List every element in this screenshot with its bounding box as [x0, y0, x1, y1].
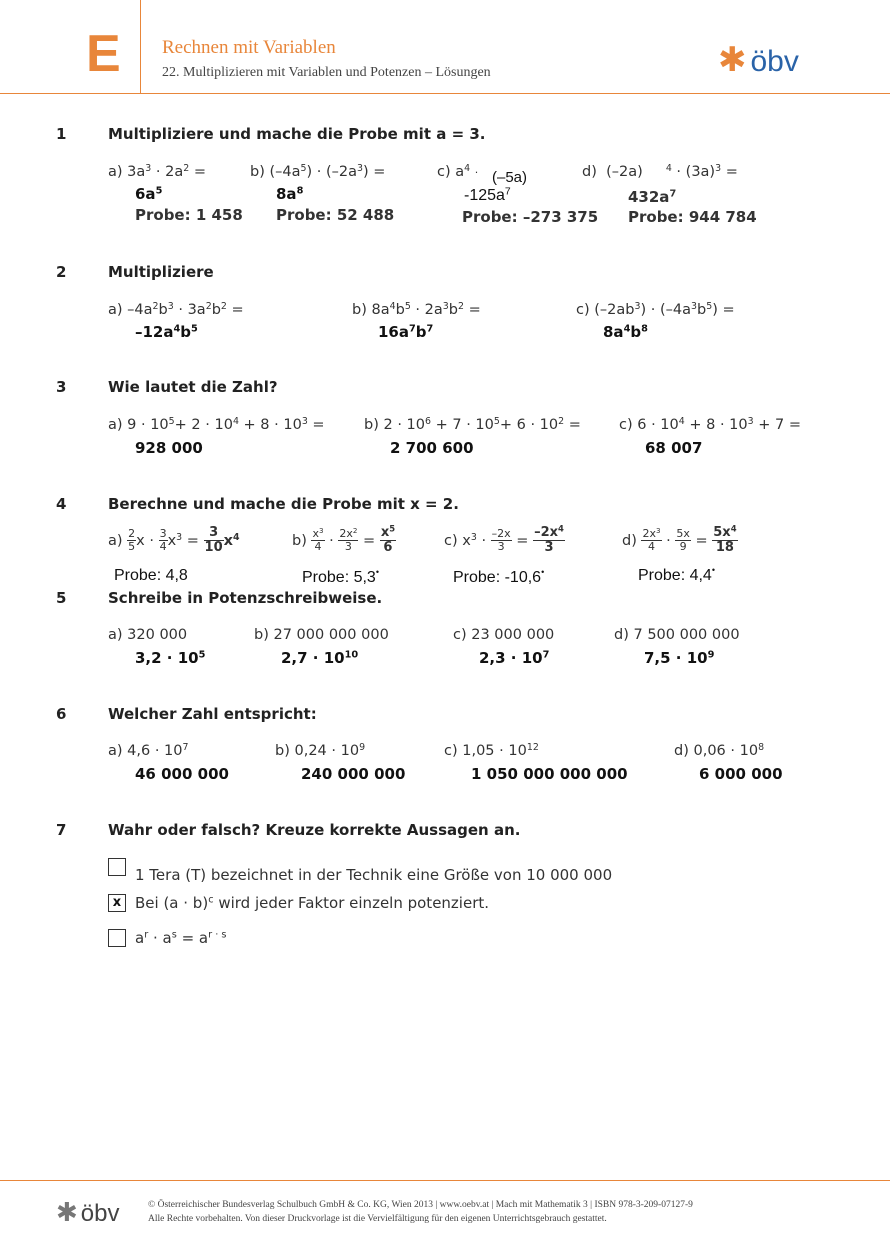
statement-1-text: 1 Tera (T) bezeichnet in der Technik eine Größe von 10 000 000	[135, 866, 613, 884]
q4-b-task: b) $\frac{x^3}{4}$ · $\frac{2x^2}{3}$ = $\frac{x^5}{6}$	[292, 523, 396, 556]
q2-c-answer: $8a^4b^8$	[603, 323, 648, 341]
header-divider-vertical	[140, 0, 141, 93]
question-4-number: 4	[56, 495, 67, 513]
q6-b-answer: 240 000 000	[301, 765, 406, 783]
statement-2-text: Bei $(a \cdot b)^c$ wird jeder Faktor einzeln potenziert.	[135, 894, 490, 912]
q5-d-task: d) 7 500 000 000	[614, 627, 740, 643]
q2-a-task: a) $-4a^2b^3 \cdot 3a^2b^2$ =	[108, 300, 244, 318]
q6-c-task: c) $1,05 \cdot 10^{12}$	[444, 741, 539, 759]
q5-a-task: a) 320 000	[108, 627, 188, 643]
question-1-number: 1	[56, 125, 67, 143]
q1-a-task: a) $3a^3 \cdot 2a^2$ =	[108, 162, 206, 180]
q5-a-answer: $3,2 \cdot 10^5$	[135, 649, 206, 667]
footer-logo	[56, 1197, 120, 1228]
question-2-title: Multipliziere	[108, 263, 214, 281]
q4-c-probe: Probe: -10,6•	[453, 567, 545, 586]
q5-c-answer: $2,3 \cdot 10^7$	[479, 649, 550, 667]
question-2-number: 2	[56, 263, 67, 281]
q3-a-answer: 928 000	[135, 439, 203, 457]
q1-d-task: d) (–2a) $^4 \cdot (3a)^3$ =	[582, 162, 738, 180]
q6-d-answer: 6 000 000	[699, 765, 783, 783]
asterisk-star-icon: ✱	[56, 1197, 78, 1227]
q3-c-answer: 68 007	[645, 439, 703, 457]
q6-a-task: a) $4,6 \cdot 10^7$	[108, 741, 189, 759]
q5-c-task: c) 23 000 000	[453, 627, 555, 643]
q1-c-task: c) $a^4$ ·	[437, 162, 479, 180]
q6-d-task: d) $0,06 \cdot 10^8$	[674, 741, 765, 759]
question-7-title: Wahr oder falsch? Kreuze korrekte Aussagen an.	[108, 821, 521, 839]
statement-2-checkbox[interactable]: x	[108, 894, 126, 912]
q5-b-answer: $2,7 \cdot 10^{10}$	[281, 649, 359, 667]
footer-logo-text: öbv	[80, 1200, 120, 1227]
statement-3-text: $a^r \cdot a^s = a^{r \cdot s}$	[135, 929, 227, 947]
chapter-letter: E	[86, 25, 121, 83]
q3-a-task: a) $9 \cdot 10^5+ 2 \cdot 10^4 + 8 \cdot 10^3$ =	[108, 415, 325, 433]
q4-d-task: d) $\frac{2x^3}{4}$ · $\frac{5x}{9}$ = $\frac{5x^4}{18}$	[622, 523, 737, 556]
logo-text: öbv	[750, 45, 799, 78]
footer-line-2: Alle Rechte vorbehalten. Von dieser Druckvorlage ist die Vervielfältigung für den eigenen Unterrichtsgebrauch gestattet.	[148, 1213, 607, 1224]
q1-c-task-factor: (–5a)	[492, 169, 528, 186]
q4-c-task: c) $x^3$ · $\frac{-2x}{3}$ = $\frac{-2x^4}{3}$	[444, 523, 564, 556]
footer-line-1: © Österreichischer Bundesverlag Schulbuch GmbH & Co. KG, Wien 2013 | www.oebv.at | Mach mit Mathematik 3 | ISBN 978-3-209-07127-9	[148, 1200, 693, 1210]
page-title: Rechnen mit Variablen	[162, 37, 336, 58]
q5-d-answer: $7,5 \cdot 10^9$	[644, 649, 715, 667]
asterisk-star-icon: ✱	[718, 41, 747, 79]
q1-b-answer: $8a^8$	[276, 185, 304, 203]
q2-b-task: b) $8a^4b^5 \cdot 2a^3b^2$ =	[352, 300, 481, 318]
question-4-title: Berechne und mache die Probe mit x = 2.	[108, 495, 459, 513]
statement-1-checkbox[interactable]	[108, 858, 126, 876]
question-3-number: 3	[56, 378, 67, 396]
q4-a-probe: Probe: 4,8	[114, 567, 188, 584]
q1-a-probe: Probe: 1 458	[135, 206, 243, 224]
question-5-title: Schreibe in Potenzschreibweise.	[108, 589, 383, 607]
q6-b-task: b) $0,24 \cdot 10^9$	[275, 741, 366, 759]
q1-d-answer: $432a^7$	[628, 188, 677, 206]
q1-c-answer: $-125a^7$	[464, 186, 511, 204]
q6-c-answer: 1 050 000 000 000	[471, 765, 628, 783]
q4-d-probe: Probe: 4,4•	[638, 565, 715, 584]
q3-c-task: c) $6 \cdot 10^4 + 8 \cdot 10^3 + 7$ =	[619, 415, 801, 433]
q3-b-task: b) $2 \cdot 10^6 + 7 \cdot 10^5+ 6 \cdot 10^2$ =	[364, 415, 581, 433]
question-6-title: Welcher Zahl entspricht:	[108, 705, 317, 723]
q1-d-probe: Probe: 944 784	[628, 208, 757, 226]
q2-c-task: c) $(-2ab^3) \cdot (-4a^3b^5)$ =	[576, 300, 735, 318]
q1-c-probe: Probe: –273 375	[462, 208, 599, 226]
q5-b-task: b) 27 000 000 000	[254, 627, 389, 643]
q2-b-answer: $16a^7b^7$	[378, 323, 434, 341]
footer-divider	[0, 1180, 890, 1181]
q1-b-probe: Probe: 52 488	[276, 206, 395, 224]
q4-b-probe: Probe: 5,3•	[302, 567, 379, 586]
question-5-number: 5	[56, 589, 67, 607]
statement-3-checkbox[interactable]	[108, 929, 126, 947]
page-subtitle: 22. Multiplizieren mit Variablen und Potenzen – Lösungen	[162, 65, 491, 80]
publisher-logo	[718, 40, 799, 80]
question-7-number: 7	[56, 821, 67, 839]
question-1-title: Multipliziere und mache die Probe mit a = 3.	[108, 125, 486, 143]
q2-a-answer: $-12a^4b^5$	[135, 323, 198, 341]
header-divider-horizontal	[0, 93, 890, 94]
q1-b-task: b) $(-4a^5) \cdot (-2a^3)$ =	[250, 162, 386, 180]
q6-a-answer: 46 000 000	[135, 765, 229, 783]
footer-copyright	[148, 1199, 693, 1227]
q1-a-answer: $6a^5$	[135, 185, 163, 203]
q4-a-task: a) $\frac{2}{5}$ x · $\frac{3}{4}$ $x^3$ = $\frac{3}{10}$ $x^4$	[108, 525, 240, 556]
question-6-number: 6	[56, 705, 67, 723]
question-3-title: Wie lautet die Zahl?	[108, 378, 278, 396]
q3-b-answer: 2 700 600	[390, 439, 474, 457]
